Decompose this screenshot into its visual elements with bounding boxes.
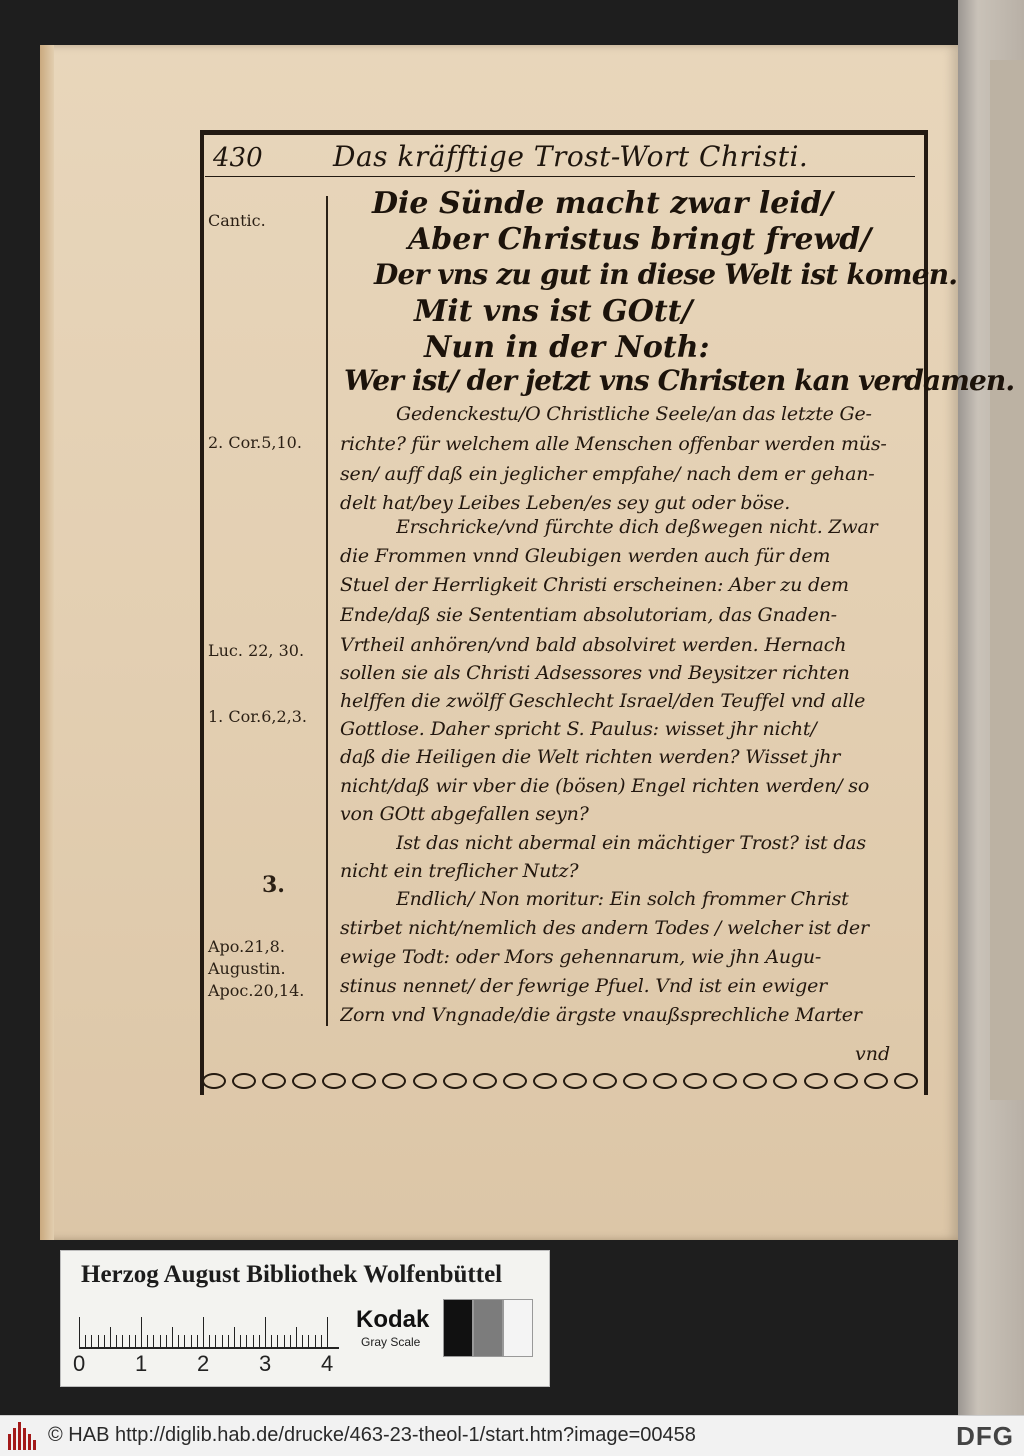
ruler-tick — [296, 1327, 297, 1347]
ruler-label: 3 — [259, 1351, 272, 1376]
ornament-unit — [804, 1073, 828, 1089]
ruler-tick — [172, 1327, 173, 1347]
ornament-unit — [352, 1073, 376, 1089]
ruler-tick — [209, 1335, 210, 1347]
ruler-tick — [253, 1335, 254, 1347]
ruler-tick — [110, 1327, 111, 1347]
ruler-tick — [259, 1335, 260, 1347]
ruler-tick — [129, 1335, 130, 1347]
ruler-label: 0 — [73, 1351, 86, 1376]
running-head: Das kräfftige Trost-Wort Christi. — [333, 140, 809, 173]
ruler-tick — [191, 1335, 192, 1347]
ruler-tick — [79, 1317, 80, 1347]
margin-note: Apo.21,8. — [208, 937, 285, 956]
body-line: Gedenckestu/O Christliche Seele/an das letzte Ge- — [396, 403, 872, 425]
body-line: nicht ein treflicher Nutz? — [340, 860, 579, 882]
card-title: Herzog August Bibliothek Wolfenbüttel — [81, 1261, 503, 1288]
verse-line: Wer ist/ der jetzt vns Christen kan verdamen. — [344, 364, 1015, 397]
verse-line: Nun in der Noth: — [424, 330, 710, 365]
ruler-label: 4 — [321, 1351, 334, 1376]
footer-bar — [0, 1415, 1024, 1456]
margin-note: 1. Cor.6,2,3. — [208, 707, 307, 726]
body-line: Endlich/ Non moritur: Ein solch frommer Christ — [396, 888, 849, 910]
hab-logo-icon — [8, 1422, 38, 1450]
ornament-unit — [683, 1073, 707, 1089]
dfg-logo: DFG — [956, 1421, 1014, 1451]
ruler-tick — [203, 1317, 204, 1347]
color-calibration-card — [60, 1250, 550, 1387]
gray-scale-label: Gray Scale — [361, 1335, 421, 1349]
ornament-unit — [413, 1073, 437, 1089]
body-line: delt hat/bey Leibes Leben/es sey gut oder böse. — [340, 492, 791, 514]
next-page-text-glimpse — [990, 60, 1024, 1100]
ornament-unit — [894, 1073, 918, 1089]
margin-note: 3. — [262, 872, 285, 898]
ruler-tick — [290, 1335, 291, 1347]
ornament-unit — [743, 1073, 767, 1089]
ornament-unit — [593, 1073, 617, 1089]
ruler-tick — [234, 1327, 235, 1347]
verse-line: Aber Christus bringt frewd/ — [408, 222, 872, 257]
ornament-unit — [232, 1073, 256, 1089]
body-line: Erschricke/vnd fürchte dich deßwegen nicht. Zwar — [396, 516, 878, 538]
body-line: stinus nennet/ der fewrige Pfuel. Vnd ist ein ewiger — [340, 975, 828, 997]
ruler-tick — [302, 1335, 303, 1347]
header-rule — [205, 176, 915, 177]
page-fore-edge — [40, 45, 54, 1240]
ornament-unit — [563, 1073, 587, 1089]
body-line: die Frommen vnnd Gleubigen werden auch für dem — [340, 545, 831, 567]
margin-note: Augustin. — [208, 959, 286, 978]
ruler-tick — [98, 1335, 99, 1347]
gray-swatch — [503, 1299, 533, 1357]
body-line: sen/ auff daß ein jeglicher empfahe/ nach dem er gehan- — [340, 463, 875, 485]
ruler-tick — [271, 1335, 272, 1347]
verse-line: Mit vns ist GOtt/ — [414, 294, 693, 329]
ruler-tick — [122, 1335, 123, 1347]
ornament-unit — [382, 1073, 406, 1089]
page-number: 430 — [213, 143, 263, 173]
ruler-tick — [135, 1335, 136, 1347]
ruler-tick — [153, 1335, 154, 1347]
ruler-tick — [160, 1335, 161, 1347]
ruler-tick — [116, 1335, 117, 1347]
ornament-unit — [503, 1073, 527, 1089]
body-line: richte? für welchem alle Menschen offenbar werden müs- — [340, 433, 887, 455]
ruler-tick — [321, 1335, 322, 1347]
body-line: nicht/daß wir vber die (bösen) Engel richten werden/ so — [340, 775, 870, 797]
ornament-unit — [834, 1073, 858, 1089]
ruler-tick — [277, 1335, 278, 1347]
ruler-tick — [228, 1335, 229, 1347]
ruler-tick — [284, 1335, 285, 1347]
ruler-tick — [178, 1335, 179, 1347]
body-line: Ende/daß sie Sententiam absolutoriam, das Gnaden- — [340, 604, 837, 626]
ornament-unit — [623, 1073, 647, 1089]
body-line: Ist das nicht abermal ein mächtiger Trost? ist das — [396, 832, 866, 854]
ornament-unit — [653, 1073, 677, 1089]
margin-note: Cantic. — [208, 211, 266, 230]
body-line: daß die Heiligen die Welt richten werden? Wisset jhr — [340, 746, 841, 768]
body-line: Stuel der Herrligkeit Christi erscheinen: Aber zu dem — [340, 574, 849, 596]
page-header — [213, 140, 910, 173]
ornament-unit — [533, 1073, 557, 1089]
ruler-tick — [246, 1335, 247, 1347]
ruler-tick — [240, 1335, 241, 1347]
ruler-label: 1 — [135, 1351, 148, 1376]
ruler-labels — [73, 1351, 343, 1381]
body-line: Vrtheil anhören/vnd bald absolviret werden. Hernach — [340, 634, 847, 656]
gray-swatch — [473, 1299, 503, 1357]
ruler-tick — [141, 1317, 142, 1347]
ornamental-border — [202, 1070, 918, 1092]
ruler — [79, 1311, 339, 1349]
ruler-tick — [104, 1335, 105, 1347]
ruler-tick — [166, 1335, 167, 1347]
margin-note: Apoc.20,14. — [208, 981, 305, 1000]
ruler-tick — [265, 1317, 266, 1347]
ornament-unit — [322, 1073, 346, 1089]
ornament-unit — [864, 1073, 888, 1089]
ornament-unit — [473, 1073, 497, 1089]
ruler-tick — [197, 1335, 198, 1347]
body-line: helffen die zwölff Geschlecht Israel/den Teuffel vnd alle — [340, 690, 866, 712]
body-line: Gottlose. Daher spricht S. Paulus: wisset jhr nicht/ — [340, 718, 817, 740]
body-line: Zorn vnd Vngnade/die ärgste vnaußsprechliche Marter — [340, 1004, 862, 1026]
ruler-tick — [327, 1317, 328, 1347]
ornament-unit — [773, 1073, 797, 1089]
margin-note: 2. Cor.5,10. — [208, 433, 302, 452]
body-line: ewige Todt: oder Mors gehennarum, wie jhn Augu- — [340, 946, 822, 968]
ornament-unit — [202, 1073, 226, 1089]
margin-note: Luc. 22, 30. — [208, 641, 305, 660]
copyright-url[interactable]: © HAB http://diglib.hab.de/drucke/463-23-theol-1/start.htm?image=00458 — [48, 1424, 696, 1446]
ruler-tick — [222, 1335, 223, 1347]
body-line: von GOtt abgefallen seyn? — [340, 803, 589, 825]
body-line: sollen sie als Christi Adsessores vnd Beysitzer richten — [340, 662, 850, 684]
verse-line: Die Sünde macht zwar leid/ — [372, 186, 833, 221]
verse-line: Der vns zu gut in diese Welt ist komen. — [374, 258, 958, 291]
ruler-tick — [315, 1335, 316, 1347]
ornament-unit — [292, 1073, 316, 1089]
body-line: stirbet nicht/nemlich des andern Todes / welcher ist der — [340, 917, 869, 939]
gray-swatch — [443, 1299, 473, 1357]
ornament-unit — [262, 1073, 286, 1089]
ruler-tick — [308, 1335, 309, 1347]
margin-column-rule — [326, 196, 328, 1026]
ruler-tick — [147, 1335, 148, 1347]
ornament-unit — [713, 1073, 737, 1089]
catchword: vnd — [855, 1043, 891, 1065]
ruler-label: 2 — [197, 1351, 210, 1376]
kodak-logo: Kodak — [356, 1306, 430, 1333]
ruler-tick — [85, 1335, 86, 1347]
ornament-unit — [443, 1073, 467, 1089]
ruler-tick — [215, 1335, 216, 1347]
ruler-tick — [91, 1335, 92, 1347]
ruler-tick — [184, 1335, 185, 1347]
